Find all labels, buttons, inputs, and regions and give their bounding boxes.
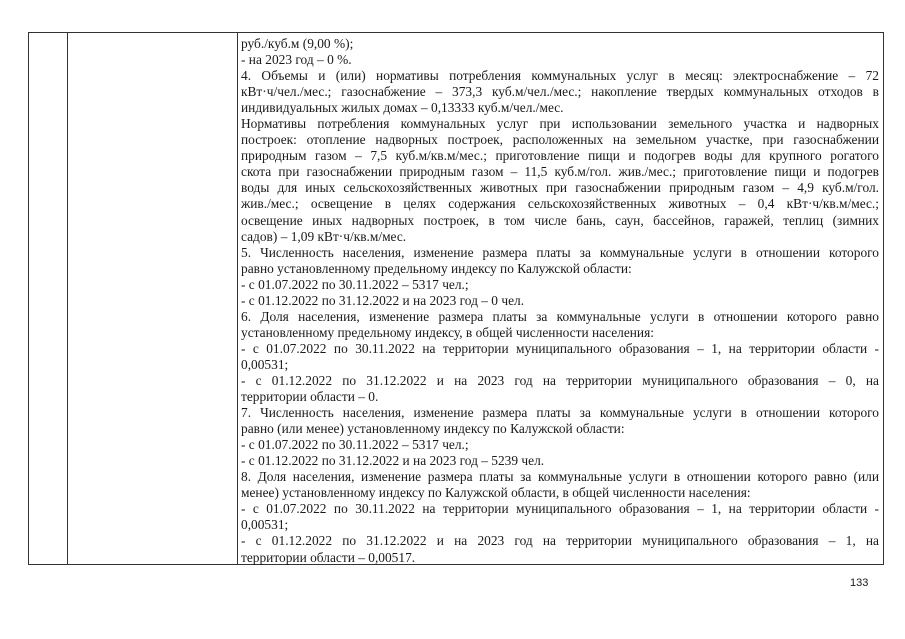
text-line: 6. Доля населения, изменение размера платы за коммунальные услуги в отношении которого равно bbox=[241, 308, 879, 324]
text-line: жив./мес.; освещение в целях содержания сельскохозяйственных животных – 0,4 кВт·ч/кв.м/мес.; bbox=[241, 196, 879, 212]
text-line: равно (или менее) установленному индексу по Калужской области: bbox=[241, 421, 625, 437]
text-line: воды для иных сельскохозяйственных животных при газоснабжении природным газом – 4,9 куб.м/гол. bbox=[241, 180, 879, 196]
text-line: освещение иных надворных построек, в том числе бань, саун, бассейнов, гаражей, теплиц (зимних bbox=[241, 212, 879, 228]
table-column-divider bbox=[237, 33, 238, 564]
text-line: 0,00531; bbox=[241, 517, 289, 533]
text-line: - с 01.07.2022 по 30.11.2022 на территории муниципального образования – 1, на территории области - bbox=[241, 340, 879, 356]
text-line: - с 01.12.2022 по 31.12.2022 и на 2023 год – 0 чел. bbox=[241, 292, 525, 308]
text-line: садов) – 1,09 кВт·ч/кв.м/мес. bbox=[241, 228, 407, 244]
text-line: - с 01.12.2022 по 31.12.2022 и на 2023 год на территории муниципального образования – 0, на bbox=[241, 372, 879, 388]
text-line: Нормативы потребления коммунальных услуг при использовании земельного участка и надворных bbox=[241, 116, 879, 132]
text-line: 4. Объемы и (или) нормативы потребления коммунальных услуг в месяц: электроснабжение – 72 bbox=[241, 68, 879, 84]
document-table bbox=[28, 32, 884, 565]
text-line: менее) установленному индексу по Калужской области, в общей численности населения: bbox=[241, 485, 751, 501]
text-line: - с 01.07.2022 по 30.11.2022 на территории муниципального образования – 1, на территории области - bbox=[241, 501, 879, 517]
text-line: 5. Численность населения, изменение размера платы за коммунальные услуги в отношении которого bbox=[241, 244, 879, 260]
text-line: территории области – 0. bbox=[241, 389, 379, 405]
text-line: - с 01.12.2022 по 31.12.2022 и на 2023 год на территории муниципального образования – 1, на bbox=[241, 533, 879, 549]
text-line: - на 2023 год – 0 %. bbox=[241, 52, 352, 68]
text-line: - с 01.12.2022 по 31.12.2022 и на 2023 год – 5239 чел. bbox=[241, 453, 545, 469]
page-number: 133 bbox=[850, 577, 869, 589]
text-line: скота при газоснабжении природным газом – 11,5 куб.м/гол. жив./мес.; приготовление пищи и подогрев bbox=[241, 164, 879, 180]
table-column-divider bbox=[67, 33, 68, 564]
text-line: - с 01.07.2022 по 30.11.2022 – 5317 чел.; bbox=[241, 276, 469, 292]
text-line: - с 01.07.2022 по 30.11.2022 – 5317 чел.; bbox=[241, 437, 469, 453]
text-line: руб./куб.м (9,00 %); bbox=[241, 36, 354, 51]
text-line: 0,00531; bbox=[241, 356, 289, 372]
text-line: установленному предельному индексу, в общей численности населения: bbox=[241, 324, 654, 340]
text-line: 8. Доля населения, изменение размера платы за коммунальные услуги в отношении которого равно (или bbox=[241, 469, 879, 485]
text-line: построек: отопление надворных построек, расположенных на земельном участке, при газоснабжении bbox=[241, 132, 879, 148]
text-line: равно установленному предельному индексу по Калужской области: bbox=[241, 260, 632, 276]
text-line: 7. Численность населения, изменение размера платы за коммунальные услуги в отношении которого bbox=[241, 405, 879, 421]
table-cell-text bbox=[241, 36, 879, 566]
text-line: природным газом – 7,5 куб.м/кв.м/мес.; приготовление пищи и подогрев воды для крупного рогатого bbox=[241, 148, 879, 164]
text-line: территории области – 0,00517. bbox=[241, 549, 416, 565]
text-line: индивидуальных жилых домах – 0,13333 куб.м/чел./мес. bbox=[241, 100, 564, 116]
text-line: кВт·ч/чел./мес.; газоснабжение – 373,3 куб.м/чел./мес.; накопление твердых коммунальных отходов в bbox=[241, 84, 879, 100]
